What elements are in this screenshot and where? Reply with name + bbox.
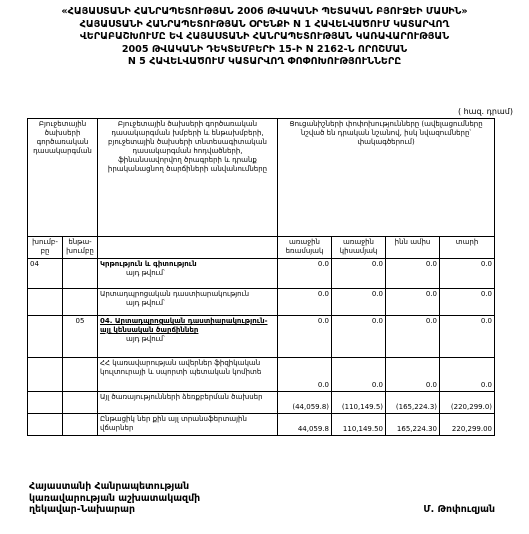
row-name: Արտադպրոցական դաստիարակություն [100,290,250,298]
row-subtext: այդ թվում՝ [126,269,165,277]
cell-subgroup [63,289,98,316]
row-subtext: այդ թվում՝ [126,335,165,343]
row-subtext: այդ թվում՝ [126,299,165,307]
cell-year: 0.0 [440,316,495,358]
cell-9m: 165,224.30 [386,414,440,436]
signatory-line: կառավարության աշխատակազմի [29,492,201,504]
budget-table [27,118,495,436]
cell-subgroup [63,392,98,414]
row-name: Կրթություն և գիտություն [100,260,197,268]
cell-q1: 0.0 [278,358,332,392]
cell-9m: 0.0 [386,259,440,289]
cell-name: ՀՀ կառավարության ավերներ ֆիզիկական կուլտուրայի և սպորտի պետական կոմիտե [98,358,278,392]
cell-year: 0.0 [440,259,495,289]
cell-subgroup [63,414,98,436]
document-title [0,6,529,69]
header-changes: Ցուցանիշների փոփոխությունները (ավելացումները նշված են դրական նշանով, իսկ նվազումները՝ փակագծերում) [278,119,495,237]
cell-h1: 0.0 [332,316,386,358]
cell-h1: (110,149.5) [332,392,386,414]
header-h1: առաջին կիսամյակ [332,237,386,259]
cell-q1: 0.0 [278,259,332,289]
cell-name: Ընթացիկ ներ քին այլ տրանսֆերտային վճարներ [98,414,278,436]
header-group: խումբ-բը [28,237,63,259]
cell-9m: 0.0 [386,358,440,392]
cell-h1: 0.0 [332,259,386,289]
table-row [28,316,495,358]
cell-group [28,392,63,414]
title-line: ՎԵՐԱԲԱՇԽՈՒՄԸ ԵՎ ՀԱՅԱՍՏԱՆԻ ՀԱՆՐԱՊԵՏՈՒԹՅԱՆ ԿԱՌԱՎԱՐՈՒԹՅԱՆ [79,31,450,43]
header-q1: առաջին եռամսյակ [278,237,332,259]
cell-group [28,358,63,392]
table-subheader-row [28,237,495,259]
table-row [28,289,495,316]
cell-9m: 0.0 [386,289,440,316]
cell-name [98,259,278,289]
table-row [28,414,495,436]
cell-group [28,414,63,436]
signatory-line: ղեկավար-Նախարար [29,504,135,515]
cell-q1: 44,059.8 [278,414,332,436]
cell-name [98,289,278,316]
title-line: 2005 ԹՎԱԿԱՆԻ ԴԵԿՏԵՄԲԵՐԻ 15-Ի N 2162-Ն ՈՐՈՇՄԱՆ [121,43,408,55]
row-name: 04. Արտադպրոցական դաստիարակություն- այլ կենսական ծարճիններ [100,317,268,334]
header-names: Բյուջետային ծախսերի գործառական դասակարգման խմբերի և ենթախմբերի, բյուջետային ծախսերի տնտեսագիտական դասակարգման հոդվածների, ֆինանսավորվող ծրագրերի և դրանք իրականացնող ծարճիների անվանումները [98,119,278,237]
header-9m: ինն ամիս [386,237,440,259]
cell-year: 0.0 [440,358,495,392]
table-header-row [28,119,495,237]
cell-q1: 0.0 [278,316,332,358]
cell-name [98,316,278,358]
signatory-position [29,481,200,516]
cell-group: 04 [28,259,63,289]
cell-subgroup [63,259,98,289]
cell-year: (220,299.0) [440,392,495,414]
header-classification: Բյուջետային ծախսերի գործառական դասակարգման [28,119,98,237]
cell-subgroup: 05 [63,316,98,358]
cell-year: 0.0 [440,289,495,316]
cell-group [28,316,63,358]
header-year: տարի [440,237,495,259]
cell-year: 220,299.00 [440,414,495,436]
table-row [28,259,495,289]
cell-9m: (165,224.3) [386,392,440,414]
cell-h1: 110,149.50 [332,414,386,436]
cell-subgroup [63,358,98,392]
cell-name: Այլ ծառայությունների ձեռքբերման ծախսեր [98,392,278,414]
header-empty [98,237,278,259]
title-line: «ՀԱՅԱՍՏԱՆԻ ՀԱՆՐԱՊԵՏՈՒԹՅԱՆ 2006 ԹՎԱԿԱՆԻ ՊԵՏԱԿԱՆ ԲՅՈՒՋԵԻ ՄԱՍԻՆ» [61,6,468,17]
header-subgroup: ենթա-խումբը [63,237,98,259]
cell-h1: 0.0 [332,358,386,392]
signatory-name: Մ. Թոփուզյան [423,504,495,515]
cell-q1: (44,059.8) [278,392,332,414]
cell-group [28,289,63,316]
cell-q1: 0.0 [278,289,332,316]
table-row [28,358,495,392]
unit-label: ( հազ. դրամ) [457,107,513,116]
table-row [28,392,495,414]
signatory-line: Հայաստանի Հանրապետության [29,481,190,492]
cell-9m: 0.0 [386,316,440,358]
cell-h1: 0.0 [332,289,386,316]
title-line: N 5 ՀԱՎԵԼՎԱԾՈՒՄ ԿԱՏԱՐՎՈՂ ՓՈՓՈԽՈՒԹՅՈՒՆՆԵՐԸ [127,56,402,68]
title-line: ՀԱՅԱՍՏԱՆԻ ՀԱՆՐԱՊԵՏՈՒԹՅԱՆ ՕՐԵՆՔԻ N 1 ՀԱՎԵԼՎԱԾՈՒՄ ԿԱՏԱՐՎՈՂ [79,18,450,30]
